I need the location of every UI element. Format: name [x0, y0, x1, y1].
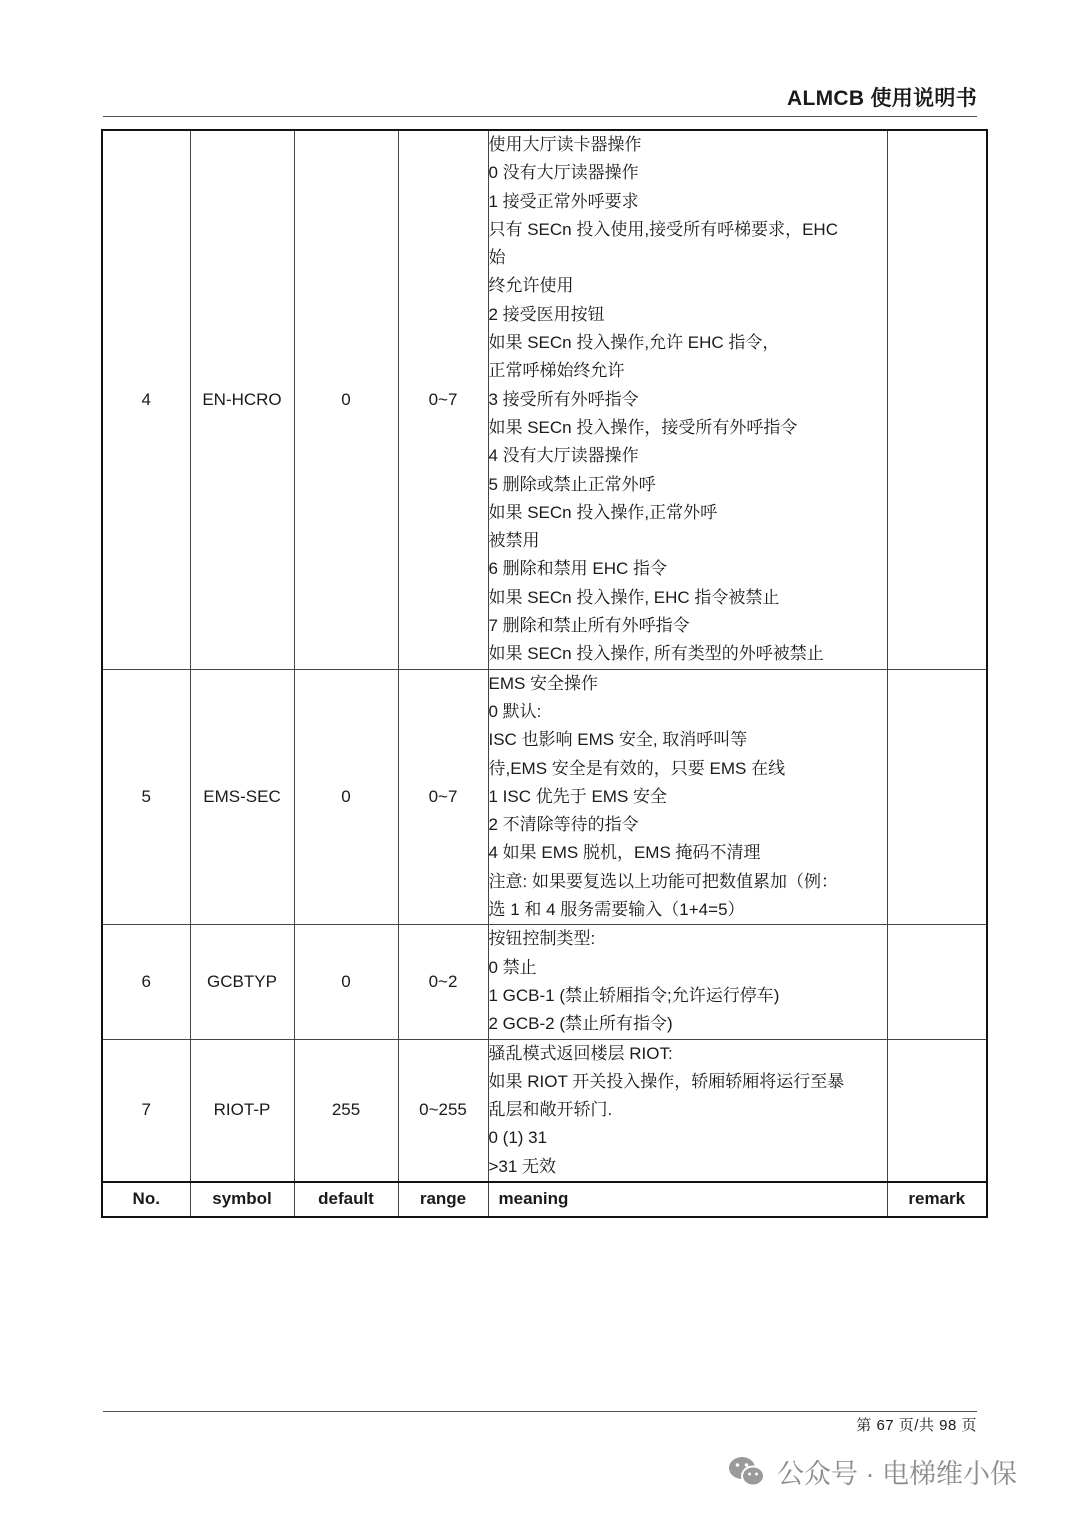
cell-default: 0 [294, 669, 398, 925]
meaning-line: 始 [488, 248, 506, 268]
meaning-line: 0 默认: [488, 701, 542, 721]
meaning-line: 正常呼梯始终允许 [488, 361, 625, 381]
cell-symbol: EMS-SEC [190, 669, 294, 925]
meaning-line: EMS 安全操作 [488, 673, 599, 693]
table-row [102, 130, 987, 669]
cell-range: 0~2 [398, 925, 488, 1039]
cell-remark [887, 925, 987, 1039]
meaning-line: 如果 RIOT 开关投入操作，轿厢轿厢将运行至暴 [488, 1071, 845, 1091]
meaning-line: >31 无效 [488, 1156, 557, 1176]
meaning-line: ISC 也影响 EMS 安全, 取消呼叫等 [488, 730, 748, 750]
document-title: ALMCB 使用说明书 [787, 87, 977, 110]
column-header-meaning: meaning [488, 1182, 887, 1217]
column-header-remark: remark [887, 1182, 987, 1217]
column-header-default: default [294, 1182, 398, 1217]
cell-no: 6 [102, 925, 190, 1039]
cell-no: 4 [102, 130, 190, 669]
meaning-line: 如果 SECn 投入操作,正常外呼 [488, 502, 718, 522]
meaning-line: 4 没有大厅读器操作 [488, 446, 639, 466]
meaning-line: 2 不清除等待的指令 [488, 815, 639, 835]
meaning-line: 1 接受正常外呼要求 [488, 191, 639, 211]
meaning-line: 4 如果 EMS 脱机，EMS 掩码不清理 [488, 843, 761, 863]
parameter-table [101, 129, 988, 1218]
table-row [102, 1039, 987, 1182]
cell-no: 5 [102, 669, 190, 925]
meaning-line: 按钮控制类型: [488, 929, 596, 949]
table-row [102, 925, 987, 1039]
meaning-line: 如果 SECn 投入操作, 所有类型的外呼被禁止 [488, 644, 824, 664]
meaning-line: 5 删除或禁止正常外呼 [488, 474, 656, 494]
meaning-line: 3 接受所有外呼指令 [488, 389, 639, 409]
watermark-text: 公众号 · 电梯维小保 [777, 1459, 1017, 1489]
cell-remark [887, 669, 987, 925]
meaning-line: 2 接受医用按钮 [488, 304, 605, 324]
cell-meaning [488, 130, 887, 669]
header-divider [103, 116, 977, 117]
cell-remark [887, 130, 987, 669]
footer-divider [103, 1411, 977, 1412]
meaning-line: 使用大厅读卡器操作 [488, 135, 642, 154]
meaning-line: 待,EMS 安全是有效的，只要 EMS 在线 [488, 758, 786, 778]
meaning-line: 骚乱模式返回楼层 RIOT: [488, 1043, 673, 1063]
parameter-table-body [102, 130, 987, 1182]
meaning-line: 如果 SECn 投入操作，接受所有外呼指令 [488, 417, 798, 437]
page-number: 第 67 页/共 98 页 [856, 1417, 977, 1434]
cell-default: 0 [294, 130, 398, 669]
meaning-line: 只有 SECn 投入使用,接受所有呼梯要求，EHC [488, 219, 838, 239]
column-header-range: range [398, 1182, 488, 1217]
column-header-no: No. [102, 1182, 190, 1217]
cell-range: 0~7 [398, 130, 488, 669]
meaning-line: 如果 SECn 投入操作, EHC 指令被禁止 [488, 587, 780, 607]
table-row [102, 669, 987, 925]
cell-no: 7 [102, 1039, 190, 1182]
meaning-line: 如果 SECn 投入操作,允许 EHC 指令， [488, 333, 780, 353]
meaning-line: 0 (1) 31 [488, 1128, 548, 1148]
cell-meaning [488, 669, 887, 925]
meaning-line: 0 禁止 [488, 957, 537, 977]
cell-symbol: EN-HCRO [190, 130, 294, 669]
meaning-line: 注意: 如果要复选以上功能可把数值累加（例： [488, 871, 838, 891]
cell-range: 0~7 [398, 669, 488, 925]
meaning-line: 1 GCB-1 (禁止轿厢指令;允许运行停车) [488, 985, 780, 1005]
meaning-line: 1 ISC 优先于 EMS 安全 [488, 786, 668, 806]
meaning-line: 7 删除和禁止所有外呼指令 [488, 616, 690, 636]
cell-symbol: GCBTYP [190, 925, 294, 1039]
meaning-line: 乱层和敞开轿门. [488, 1100, 613, 1120]
cell-symbol: RIOT-P [190, 1039, 294, 1182]
table-header-row [102, 1182, 987, 1217]
column-header-symbol: symbol [190, 1182, 294, 1217]
meaning-line: 6 删除和禁用 EHC 指令 [488, 559, 668, 579]
watermark [727, 1452, 1017, 1491]
meaning-line: 0 没有大厅读器操作 [488, 163, 639, 183]
cell-default: 255 [294, 1039, 398, 1182]
meaning-line: 被禁用 [488, 531, 540, 551]
meaning-line: 2 GCB-2 (禁止所有指令) [488, 1014, 673, 1034]
cell-remark [887, 1039, 987, 1182]
cell-range: 0~255 [398, 1039, 488, 1182]
cell-meaning [488, 925, 887, 1039]
cell-meaning [488, 1039, 887, 1182]
cell-default: 0 [294, 925, 398, 1039]
wechat-icon [727, 1454, 767, 1490]
meaning-line: 选 1 和 4 服务需要输入（1+4=5） [488, 900, 745, 920]
meaning-line: 终允许使用 [488, 276, 574, 296]
